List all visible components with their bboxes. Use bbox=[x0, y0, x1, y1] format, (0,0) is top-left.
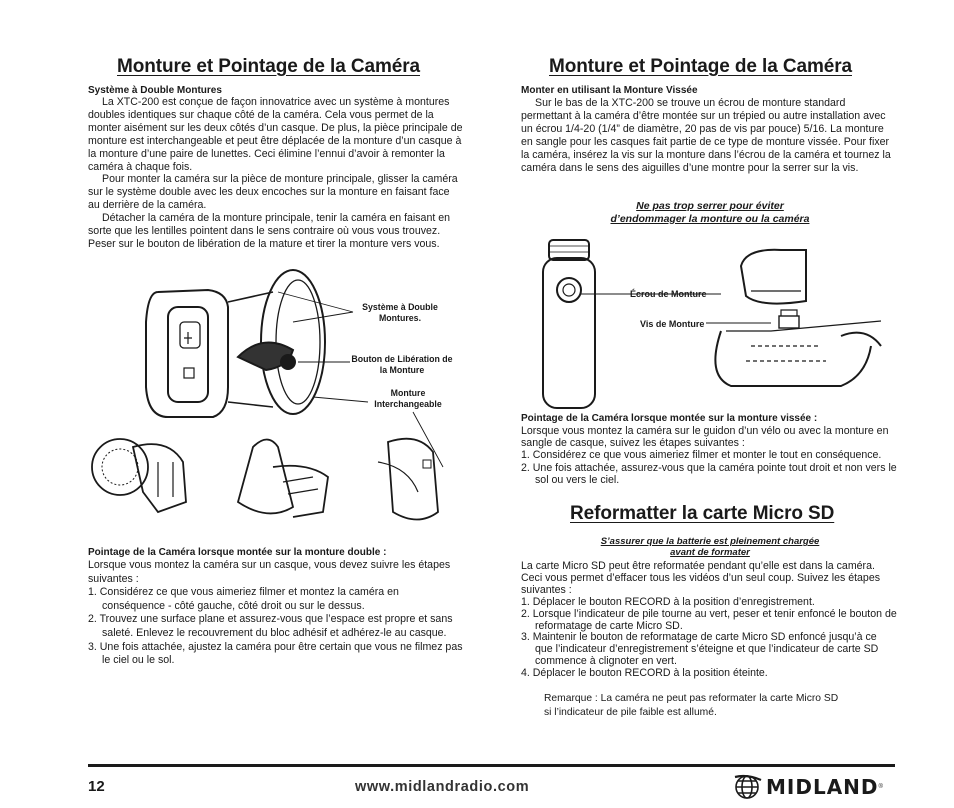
left-intro-text bbox=[88, 96, 464, 251]
right-step-1: 1. Considérez ce que vous aimeriez filmer et monter le tout en conséquence. bbox=[521, 449, 882, 462]
left-subheading-double-mounts: Système à Double Montures bbox=[88, 85, 222, 96]
left-step-1: 1. Considérez ce que vous aimeriez filmer et montez la caméra en conséquence - côté gauche, côté droit ou sur le dessus. bbox=[88, 586, 399, 612]
micro-sd-remark bbox=[544, 692, 896, 719]
warning-line-1: Ne pas trop serrer pour éviter bbox=[636, 200, 784, 212]
callout-double-mounts: Système à Double Montures. bbox=[362, 302, 438, 323]
sd-step-2: 2. Lorsque l’indicateur de pile tourne au vert, peser et tenir enfoncé le bouton de reformatage de carte Micro SD. bbox=[521, 607, 897, 632]
micro-sd-warning bbox=[540, 536, 880, 558]
left-step-3: 3. Une fois attachée, ajustez la caméra pour être certain que vous ne filmez pas le ciel ou le sol. bbox=[88, 640, 463, 667]
left-para-2: Pour monter la caméra sur la pièce de monture principale, glisser la caméra sur le système double avec les deux encoches sur la monture en faisant face au derrière de la caméra. bbox=[88, 173, 458, 212]
right-subheading-pointing: Pointage de la Caméra lorsque montée sur la monture vissée : bbox=[521, 413, 818, 424]
midland-logo bbox=[733, 772, 883, 802]
left-para-1: La XTC-200 est conçue de façon innovatrice avec un système à montures doubles identiques sur chaque côté de la caméra. Cela vous permet de la monter aisément sur les deux côtés d’un casque. De plus, la pièce principale de monture est interchangeable et peut être déplacée de la monture d’un casque à la monture d’une paire de lunettes. Ceci élimine l’ennui d’avoir à remonter la caméra à chaque fois. bbox=[88, 96, 463, 173]
sd-step-1: 1. Déplacer le bouton RECORD à la position d’enregistrement. bbox=[521, 595, 815, 608]
right-steps bbox=[521, 425, 897, 486]
right-page-title: Monture et Pointage de la Caméra bbox=[549, 56, 852, 77]
left-step-2: 2. Trouvez une surface plane et assurez-vous que l’espace est propre et sans saleté. Enlevez le recouvrement du bloc adhésif et adhérez-le au casque. bbox=[88, 613, 453, 639]
right-warning-overtighten bbox=[540, 200, 880, 226]
brand-wordmark: MIDLAND bbox=[766, 775, 879, 799]
website-url: www.midlandradio.com bbox=[355, 779, 530, 795]
micro-sd-intro: La carte Micro SD peut être reformatée pendant qu’elle est dans la caméra. Ceci vous permet d’effacer tous les vidéos d’un seul coup. Suivez les étapes suivantes : bbox=[521, 560, 881, 596]
warning-line-2: d’endommager la monture ou la caméra bbox=[610, 213, 810, 225]
micro-sd-steps bbox=[521, 561, 897, 680]
left-subheading-pointing: Pointage de la Caméra lorsque montée sur la monture double : bbox=[88, 547, 387, 558]
callout-interchangeable-mount: Monture Interchangeable bbox=[374, 388, 442, 409]
page-number: 12 bbox=[88, 778, 105, 795]
sd-step-4: 4. Déplacer le bouton RECORD à la position éteinte. bbox=[521, 667, 768, 680]
sd-step-3: 3. Maintenir le bouton de reformatage de carte Micro SD enfoncé jusqu’à ce que l’indicateur d’enregistrement s’éteigne et que l’indicateur de carte SD commence à clignoter en vert. bbox=[521, 631, 879, 668]
sd-warning-line-2: avant de formater bbox=[670, 547, 750, 558]
callout-mount-screw: Vis de Monture bbox=[640, 319, 705, 329]
left-para-3: Détacher la caméra de la monture principale, tenir la caméra en faisant en sorte que les lentilles pointent dans le sens contraire où vous vous trouvez. Peser sur le bouton de libération de la mature et tirer la monture vers vous. bbox=[88, 212, 451, 250]
right-steps-intro: Lorsque vous montez la caméra sur le guidon d’un vélo ou avec la monture en sangle de casque, suivez les étapes suivantes : bbox=[521, 425, 889, 450]
left-steps bbox=[88, 559, 464, 668]
remark-line-2: si l’indicateur de pile faible est allumé. bbox=[544, 706, 717, 718]
callout-mount-nut: Écrou de Monture bbox=[630, 289, 707, 299]
right-step-2: 2. Une fois attachée, assurez-vous que la caméra pointe tout droit et non vers le sol ou vers le ciel. bbox=[521, 461, 897, 486]
footer-rule bbox=[88, 764, 895, 767]
right-para-1: Sur le bas de la XTC-200 se trouve un écrou de monture standard permettant à la caméra d’être montée sur un trépied ou autre installation avec un écrou 1/4-20 (1/4” de diamètre, 20 pas de vis par pouce) 5/16. La monture en sangle pour les casques fait partie de ce type de monture vissée. Pour fixer la caméra, insérez la vis sur la monture dans l’écrou de la caméra et tournez la caméra dans le sens des aiguilles d’une montre pour la serrer sur la vis. bbox=[521, 97, 891, 174]
remark-line-1: Remarque : La caméra ne peut pas reformater la carte Micro SD bbox=[544, 693, 839, 704]
left-page-title: Monture et Pointage de la Caméra bbox=[117, 56, 420, 77]
sd-warning-line-1: S’assurer que la batterie est pleinement chargée bbox=[600, 536, 820, 547]
globe-icon bbox=[733, 772, 763, 802]
left-steps-intro: Lorsque vous montez la caméra sur un casque, vous devez suivre les étapes suivantes : bbox=[88, 559, 451, 585]
right-subheading-screw-mount: Monter en utilisant la Monture Vissée bbox=[521, 85, 698, 96]
callout-release-button: Bouton de Libération de la Monture bbox=[351, 354, 453, 375]
registered-mark-icon: ® bbox=[878, 784, 883, 790]
micro-sd-title: Reformatter la carte Micro SD bbox=[570, 503, 835, 524]
right-intro-text bbox=[521, 97, 896, 174]
